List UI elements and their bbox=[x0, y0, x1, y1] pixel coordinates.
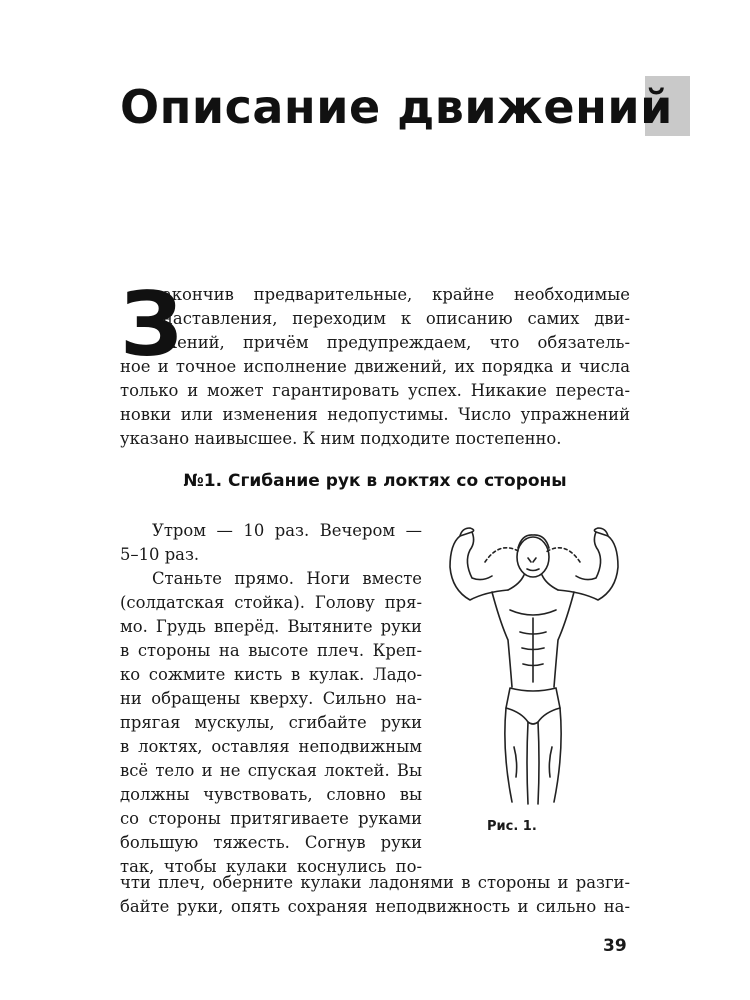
intro-line: указано наивысшее. К ним подходите постепенно. bbox=[120, 429, 562, 448]
page-number: 39 bbox=[603, 936, 627, 956]
figure-caption: Рис. 1. bbox=[487, 819, 537, 834]
text-line: чти плеч, оберните кулаки ладонями в стороны и разги- bbox=[120, 873, 630, 892]
text-line: в локтях, оставляя неподвижным bbox=[120, 737, 422, 756]
text-line: так, чтобы кулаки коснулись по- bbox=[120, 857, 422, 876]
text-line: ко сожмите кисть в кулак. Ладо- bbox=[120, 665, 422, 684]
intro-line: новки или изменения недопустимы. Число упражнений bbox=[120, 405, 630, 424]
text-line: в стороны на высоте плеч. Креп- bbox=[120, 641, 422, 660]
text-line: большую тяжесть. Согнув руки bbox=[120, 833, 422, 852]
section-heading: №1. Сгибание рук в локтях со стороны bbox=[183, 471, 567, 491]
text-line: байте руки, опять сохраняя неподвижность и сильно на- bbox=[120, 897, 630, 916]
text-line: (солдатская стойка). Голову пря- bbox=[120, 593, 422, 612]
intro-line: ное и точное исполнение движений, их порядка и числа bbox=[120, 357, 630, 376]
text-line: всё тело и не спуская локтей. Вы bbox=[120, 761, 422, 780]
text-line: 5–10 раз. bbox=[120, 545, 200, 564]
intro-line: акончив предварительные, крайне необходимые bbox=[162, 285, 630, 304]
drop-cap: З bbox=[120, 273, 183, 376]
text-line: ни обращены кверху. Сильно на- bbox=[120, 689, 422, 708]
intro-paragraph bbox=[120, 273, 630, 451]
text-line: мо. Грудь вперёд. Вытяните руки bbox=[120, 617, 422, 636]
text-line: со стороны притягиваете руками bbox=[120, 809, 422, 828]
exercise-text-continued bbox=[120, 871, 630, 919]
intro-line: только и может гарантировать успех. Никакие переста- bbox=[120, 381, 630, 400]
intro-line: жений, причём предупреждаем, что обязатель- bbox=[162, 333, 630, 352]
text-line: Утром — 10 раз. Вечером — bbox=[152, 521, 422, 540]
text-line: прягая мускулы, сгибайте руки bbox=[120, 713, 422, 732]
chapter-title: Описание движений bbox=[120, 80, 673, 134]
text-line: должны чувствовать, словно вы bbox=[120, 785, 422, 804]
bodybuilder-illustration bbox=[430, 522, 635, 812]
exercise-text-column bbox=[120, 519, 422, 879]
text-line: Станьте прямо. Ноги вместе bbox=[152, 569, 422, 588]
intro-line: наставления, переходим к описанию самих дви- bbox=[162, 309, 630, 328]
